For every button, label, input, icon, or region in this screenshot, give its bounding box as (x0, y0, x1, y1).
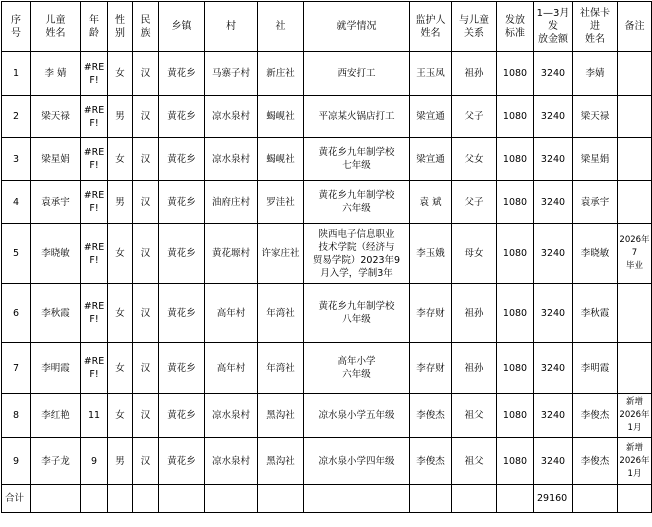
cell-village: 高年村 (205, 284, 258, 343)
cell-card: 李明霞 (573, 343, 618, 394)
cell-village: 马寨子村 (205, 52, 258, 96)
cell-she: 年湾社 (258, 284, 304, 343)
cell-note (618, 138, 652, 181)
header-cell: 乡镇 (159, 2, 205, 52)
cell-card: 李秋霞 (573, 284, 618, 343)
cell-town: 黄花乡 (159, 52, 205, 96)
cell-she: 黑沟社 (258, 394, 304, 438)
header-cell: 社 (258, 2, 304, 52)
total-empty-cell (205, 485, 258, 513)
cell-note (618, 343, 652, 394)
cell-name: 李子龙 (31, 438, 81, 485)
header-cell: 备注 (618, 2, 652, 52)
cell-no: 2 (2, 96, 31, 138)
cell-amount: 3240 (534, 138, 573, 181)
cell-relation: 祖父 (452, 394, 497, 438)
cell-school: 平凉某火锅店打工 (304, 96, 410, 138)
cell-ethnic: 汉 (133, 96, 159, 138)
cell-sex: 女 (108, 343, 133, 394)
cell-ethnic: 汉 (133, 224, 159, 284)
cell-school: 高年小学 六年级 (304, 343, 410, 394)
header-cell: 就学情况 (304, 2, 410, 52)
total-empty-cell (108, 485, 133, 513)
cell-age: #REF! (81, 343, 108, 394)
table-row (2, 96, 652, 138)
cell-guardian: 李存财 (410, 343, 452, 394)
cell-town: 黄花乡 (159, 181, 205, 224)
cell-card: 李俊杰 (573, 438, 618, 485)
table-row (2, 181, 652, 224)
cell-amount: 3240 (534, 343, 573, 394)
table-row (2, 438, 652, 485)
cell-sex: 男 (108, 438, 133, 485)
cell-town: 黄花乡 (159, 438, 205, 485)
cell-standard: 1080 (497, 52, 534, 96)
cell-standard: 1080 (497, 138, 534, 181)
cell-ethnic: 汉 (133, 181, 159, 224)
cell-she: 年湾社 (258, 343, 304, 394)
header-cell: 儿童 姓名 (31, 2, 81, 52)
subsidy-table (1, 1, 652, 513)
cell-age: #REF! (81, 138, 108, 181)
cell-guardian: 梁宣通 (410, 138, 452, 181)
total-empty-cell (133, 485, 159, 513)
table-row (2, 224, 652, 284)
header-cell: 性 别 (108, 2, 133, 52)
cell-guardian: 袁 斌 (410, 181, 452, 224)
cell-name: 梁星娟 (31, 138, 81, 181)
cell-ethnic: 汉 (133, 138, 159, 181)
cell-sex: 男 (108, 96, 133, 138)
cell-relation: 祖孙 (452, 284, 497, 343)
cell-amount: 3240 (534, 394, 573, 438)
cell-guardian: 李存财 (410, 284, 452, 343)
cell-town: 黄花乡 (159, 284, 205, 343)
cell-name: 李明霞 (31, 343, 81, 394)
cell-age: 11 (81, 394, 108, 438)
cell-school: 西安打工 (304, 52, 410, 96)
total-empty-cell (410, 485, 452, 513)
header-cell: 民 族 (133, 2, 159, 52)
cell-card: 梁天禄 (573, 96, 618, 138)
cell-amount: 3240 (534, 96, 573, 138)
cell-name: 梁天禄 (31, 96, 81, 138)
cell-sex: 女 (108, 224, 133, 284)
cell-standard: 1080 (497, 224, 534, 284)
total-empty-cell (31, 485, 81, 513)
cell-note: 2026年7 毕业 (618, 224, 652, 284)
cell-guardian: 李玉娥 (410, 224, 452, 284)
total-empty-cell (81, 485, 108, 513)
cell-school: 黄花乡九年制学校 八年级 (304, 284, 410, 343)
cell-sex: 女 (108, 52, 133, 96)
cell-relation: 祖孙 (452, 52, 497, 96)
cell-no: 3 (2, 138, 31, 181)
cell-age: #REF! (81, 224, 108, 284)
cell-village: 凉水泉村 (205, 138, 258, 181)
cell-village: 凉水泉村 (205, 438, 258, 485)
cell-ethnic: 汉 (133, 343, 159, 394)
cell-amount: 3240 (534, 52, 573, 96)
cell-amount: 3240 (534, 224, 573, 284)
cell-age: #REF! (81, 181, 108, 224)
total-empty-cell (573, 485, 618, 513)
total-empty-cell (497, 485, 534, 513)
cell-relation: 祖孙 (452, 343, 497, 394)
cell-she: 蝎岘社 (258, 138, 304, 181)
total-amount: 29160 (534, 485, 573, 513)
cell-guardian: 李俊杰 (410, 438, 452, 485)
cell-she: 许家庄社 (258, 224, 304, 284)
cell-relation: 父子 (452, 96, 497, 138)
cell-village: 高年村 (205, 343, 258, 394)
cell-she: 新庄社 (258, 52, 304, 96)
cell-relation: 父子 (452, 181, 497, 224)
cell-age: #REF! (81, 52, 108, 96)
cell-name: 李秋霞 (31, 284, 81, 343)
total-empty-cell (258, 485, 304, 513)
cell-village: 黄花塬村 (205, 224, 258, 284)
cell-card: 李晓敏 (573, 224, 618, 284)
total-label: 合计 (2, 485, 31, 513)
cell-guardian: 王玉凤 (410, 52, 452, 96)
cell-no: 7 (2, 343, 31, 394)
cell-she: 黑沟社 (258, 438, 304, 485)
cell-amount: 3240 (534, 438, 573, 485)
cell-sex: 女 (108, 138, 133, 181)
cell-school: 凉水泉小学四年级 (304, 438, 410, 485)
cell-no: 6 (2, 284, 31, 343)
cell-guardian: 梁宣通 (410, 96, 452, 138)
cell-name: 李红艳 (31, 394, 81, 438)
cell-ethnic: 汉 (133, 52, 159, 96)
header-cell: 发放 标准 (497, 2, 534, 52)
cell-relation: 祖父 (452, 438, 497, 485)
cell-guardian: 李俊杰 (410, 394, 452, 438)
cell-age: #REF! (81, 96, 108, 138)
cell-school: 陕西电子信息职业 技术学院（经济与 贸易学院）2023年9 月入学，学制3年 (304, 224, 410, 284)
cell-standard: 1080 (497, 394, 534, 438)
cell-village: 凉水泉村 (205, 96, 258, 138)
header-cell: 村 (205, 2, 258, 52)
cell-amount: 3240 (534, 181, 573, 224)
cell-name: 李晓敏 (31, 224, 81, 284)
table-row (2, 52, 652, 96)
cell-ethnic: 汉 (133, 438, 159, 485)
cell-village: 凉水泉村 (205, 394, 258, 438)
header-cell: 序 号 (2, 2, 31, 52)
cell-age: #REF! (81, 284, 108, 343)
cell-ethnic: 汉 (133, 394, 159, 438)
table-row (2, 394, 652, 438)
total-row (2, 485, 652, 513)
cell-amount: 3240 (534, 284, 573, 343)
table-row (2, 284, 652, 343)
cell-standard: 1080 (497, 438, 534, 485)
cell-card: 袁承宇 (573, 181, 618, 224)
cell-school: 黄花乡九年制学校 六年级 (304, 181, 410, 224)
cell-standard: 1080 (497, 181, 534, 224)
header-cell: 1—3月 发 放金额 (534, 2, 573, 52)
cell-no: 1 (2, 52, 31, 96)
table-body (2, 2, 652, 513)
cell-town: 黄花乡 (159, 138, 205, 181)
cell-she: 蝎岘社 (258, 96, 304, 138)
total-empty-cell (304, 485, 410, 513)
cell-age: 9 (81, 438, 108, 485)
cell-village: 油府庄村 (205, 181, 258, 224)
cell-relation: 母女 (452, 224, 497, 284)
cell-note (618, 181, 652, 224)
cell-standard: 1080 (497, 343, 534, 394)
cell-relation: 父女 (452, 138, 497, 181)
cell-name: 李 婧 (31, 52, 81, 96)
cell-no: 5 (2, 224, 31, 284)
total-empty-cell (618, 485, 652, 513)
cell-note (618, 284, 652, 343)
cell-school: 凉水泉小学五年级 (304, 394, 410, 438)
total-empty-cell (452, 485, 497, 513)
cell-note: 新增 2026年 1月 (618, 438, 652, 485)
cell-name: 袁承宇 (31, 181, 81, 224)
header-cell: 与儿童 关系 (452, 2, 497, 52)
cell-no: 4 (2, 181, 31, 224)
cell-ethnic: 汉 (133, 284, 159, 343)
cell-town: 黄花乡 (159, 96, 205, 138)
cell-town: 黄花乡 (159, 343, 205, 394)
cell-sex: 男 (108, 181, 133, 224)
cell-she: 罗洼社 (258, 181, 304, 224)
cell-note (618, 52, 652, 96)
cell-card: 李婧 (573, 52, 618, 96)
header-row (2, 2, 652, 52)
header-cell: 年 龄 (81, 2, 108, 52)
cell-standard: 1080 (497, 284, 534, 343)
cell-note: 新增 2026年 1月 (618, 394, 652, 438)
cell-school: 黄花乡九年制学校 七年级 (304, 138, 410, 181)
cell-no: 9 (2, 438, 31, 485)
cell-card: 李俊杰 (573, 394, 618, 438)
header-cell: 社保卡 进 姓名 (573, 2, 618, 52)
cell-card: 梁星娟 (573, 138, 618, 181)
cell-no: 8 (2, 394, 31, 438)
header-cell: 监护人 姓名 (410, 2, 452, 52)
cell-town: 黄花乡 (159, 394, 205, 438)
total-empty-cell (159, 485, 205, 513)
cell-sex: 女 (108, 284, 133, 343)
cell-town: 黄花乡 (159, 224, 205, 284)
cell-standard: 1080 (497, 96, 534, 138)
table-row (2, 343, 652, 394)
table-row (2, 138, 652, 181)
cell-sex: 女 (108, 394, 133, 438)
cell-note (618, 96, 652, 138)
